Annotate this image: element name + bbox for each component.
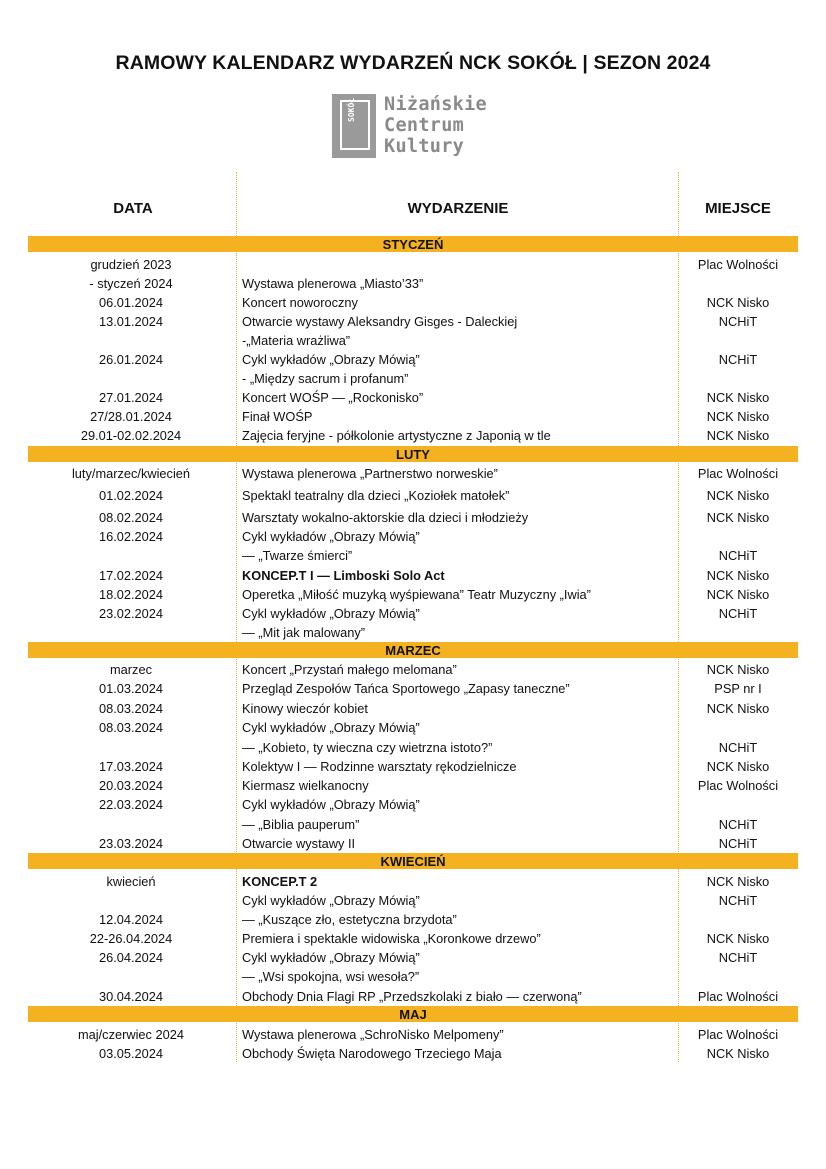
table-row [28, 891, 798, 910]
place-cell: NCK Nisko [706, 488, 770, 503]
event-cell: Operetka „Miłość muzyką wyśpiewana” Teatr Muzyczny „Iwia” [242, 587, 591, 602]
table-row [28, 255, 798, 274]
event-cell: Przegląd Zespołów Tańca Sportowego „Zapasy taneczne” [242, 681, 570, 696]
date-cell: 06.01.2024 [98, 295, 164, 310]
table-row [28, 508, 798, 527]
date-cell: 26.04.2024 [98, 950, 164, 965]
logo-mark-icon [332, 94, 376, 158]
table-row [28, 331, 798, 350]
event-cell: Cykl wykładów „Obrazy Mówią” [242, 352, 420, 367]
place-cell: Plac Wolności [697, 778, 779, 793]
date-cell: grudzień 2023 [90, 257, 172, 272]
month-band-maj: MAJ [28, 1006, 798, 1022]
table-row [28, 388, 798, 407]
date-cell: 30.04.2024 [98, 989, 164, 1004]
date-cell: maj/czerwiec 2024 [78, 1027, 184, 1042]
event-cell: — „Wsi spokojna, wsi wesoła?” [242, 969, 420, 984]
event-cell: — „Kobieto, ty wieczna czy wietrzna istoto?” [242, 740, 493, 755]
table-row [28, 527, 798, 546]
logo-vertical-text: SOKÓŁ [347, 97, 356, 122]
logo-wordmark [384, 94, 487, 157]
place-cell: NCK Nisko [706, 759, 770, 774]
place-cell: Plac Wolności [697, 1027, 779, 1042]
date-cell: 20.03.2024 [98, 778, 164, 793]
logo-line-1: Niżańskie [384, 94, 487, 115]
place-cell: NCHiT [718, 950, 758, 965]
event-cell: Koncert noworoczny [242, 295, 358, 310]
table-row [28, 369, 798, 388]
place-cell: NCK Nisko [706, 874, 770, 889]
event-cell: Finał WOŚP [242, 409, 313, 424]
date-cell: - styczeń 2024 [89, 276, 173, 291]
date-cell: 08.03.2024 [98, 701, 164, 716]
table-row [28, 679, 798, 698]
table-row [28, 757, 798, 776]
table-row [28, 566, 798, 585]
event-cell: Obchody Dnia Flagi RP „Przedszkolaki z biało — czerwoną” [242, 989, 582, 1004]
event-cell: Koncert „Przystań małego melomana” [242, 662, 457, 677]
date-cell: 23.02.2024 [98, 606, 164, 621]
date-cell: 01.03.2024 [98, 681, 164, 696]
date-cell: 08.02.2024 [98, 510, 164, 525]
table-row [28, 1025, 798, 1044]
event-cell: — „Mit jak malowany” [242, 625, 366, 640]
place-cell: NCK Nisko [706, 568, 770, 583]
table-row [28, 274, 798, 293]
table-row [28, 464, 798, 483]
place-cell: NCK Nisko [706, 390, 770, 405]
table-row [28, 834, 798, 853]
table-row [28, 546, 798, 565]
table-row [28, 350, 798, 369]
date-cell: 08.03.2024 [98, 720, 164, 735]
table-row [28, 604, 798, 623]
event-cell: Otwarcie wystawy Aleksandry Gisges - Daleckiej [242, 314, 518, 329]
table-row [28, 293, 798, 312]
event-cell: Warsztaty wokalno-aktorskie dla dzieci i młodzieży [242, 510, 529, 525]
table-row [28, 407, 798, 426]
table-row [28, 910, 798, 929]
event-cell: Wystawa plenerowa „Miasto’33” [242, 276, 424, 291]
date-cell: 01.02.2024 [98, 488, 164, 503]
table-row [28, 929, 798, 948]
place-cell: PSP nr I [714, 681, 762, 696]
place-cell: NCK Nisko [706, 295, 770, 310]
date-cell: 12.04.2024 [98, 912, 164, 927]
date-cell: 22-26.04.2024 [89, 931, 173, 946]
month-band-styczen: STYCZEŃ [28, 236, 798, 252]
event-cell: Cykl wykładów „Obrazy Mówią” [242, 606, 420, 621]
date-cell: 26.01.2024 [98, 352, 164, 367]
month-band-luty: LUTY [28, 446, 798, 462]
event-cell: Cykl wykładów „Obrazy Mówią” [242, 529, 420, 544]
month-band-kwiecien: KWIECIEŃ [28, 853, 798, 869]
table-row [28, 623, 798, 642]
table-row [28, 699, 798, 718]
place-cell: NCHiT [718, 314, 758, 329]
date-cell: luty/marzec/kwiecień [71, 466, 191, 481]
table-row [28, 486, 798, 505]
event-cell: Cykl wykładów „Obrazy Mówią” [242, 893, 420, 908]
event-cell: Cykl wykładów „Obrazy Mówią” [242, 720, 420, 735]
place-cell: NCHiT [718, 740, 758, 755]
table-row [28, 815, 798, 834]
event-cell: KONCEP.T I — Limboski Solo Act [242, 568, 445, 583]
date-cell: 23.03.2024 [98, 836, 164, 851]
date-cell: 29.01-02.02.2024 [80, 428, 182, 443]
table-row [28, 426, 798, 445]
place-cell: NCHiT [718, 606, 758, 621]
date-cell: 16.02.2024 [98, 529, 164, 544]
place-cell: NCK Nisko [706, 701, 770, 716]
event-cell: Zajęcia feryjne - półkolonie artystyczne z Japonią w tle [242, 428, 551, 443]
table-row [28, 776, 798, 795]
table-row [28, 1044, 798, 1063]
event-cell: KONCEP.T 2 [242, 874, 318, 889]
logo-line-2: Centrum [384, 115, 465, 136]
date-cell: 17.03.2024 [98, 759, 164, 774]
event-cell: Kolektyw I — Rodzinne warsztaty rękodzielnicze [242, 759, 517, 774]
event-cell: Kiermasz wielkanocny [242, 778, 369, 793]
event-cell: Kinowy wieczór kobiet [242, 701, 368, 716]
place-cell: Plac Wolności [697, 257, 779, 272]
table-row [28, 967, 798, 986]
table-row [28, 312, 798, 331]
table-row [28, 987, 798, 1006]
date-cell: 22.03.2024 [98, 797, 164, 812]
date-cell: 13.01.2024 [98, 314, 164, 329]
event-cell: Spektakl teatralny dla dzieci „Koziołek matołek” [242, 488, 510, 503]
table-row [28, 948, 798, 967]
place-cell: NCHiT [718, 817, 758, 832]
table-row [28, 872, 798, 891]
place-cell: NCHiT [718, 893, 758, 908]
place-cell: NCK Nisko [706, 409, 770, 424]
event-cell: — „Kuszące zło, estetyczna brzydota” [242, 912, 457, 927]
date-cell: kwiecień [106, 874, 156, 889]
place-cell: NCHiT [718, 548, 758, 563]
event-cell: Wystawa plenerowa „SchroNisko Melpomeny” [242, 1027, 504, 1042]
date-cell: 27/28.01.2024 [90, 409, 172, 424]
place-cell: NCK Nisko [706, 428, 770, 443]
place-cell: NCK Nisko [706, 931, 770, 946]
place-cell: NCK Nisko [706, 510, 770, 525]
event-cell: Premiera i spektakle widowiska „Koronkowe drzewo” [242, 931, 541, 946]
table-row [28, 738, 798, 757]
date-cell: 27.01.2024 [98, 390, 164, 405]
date-cell: 03.05.2024 [98, 1046, 164, 1061]
event-cell: - „Między sacrum i profanum” [242, 371, 409, 386]
place-cell: NCK Nisko [706, 587, 770, 602]
event-cell: — „Biblia pauperum” [242, 817, 360, 832]
page-title: RAMOWY KALENDARZ WYDARZEŃ NCK SOKÓŁ | SEZON 2024 [115, 52, 711, 74]
header-place: MIEJSCE [705, 200, 771, 217]
event-cell: Obchody Święta Narodowego Trzeciego Maja [242, 1046, 502, 1061]
event-cell: Wystawa plenerowa „Partnerstwo norweskie” [242, 466, 498, 481]
month-band-marzec: MARZEC [28, 642, 798, 658]
table-row [28, 718, 798, 737]
event-cell: Cykl wykładów „Obrazy Mówią” [242, 797, 420, 812]
place-cell: NCHiT [718, 836, 758, 851]
header-data: DATA [113, 200, 153, 217]
place-cell: NCHiT [718, 352, 758, 367]
date-cell: 18.02.2024 [98, 587, 164, 602]
event-cell: Koncert WOŚP — „Rockonisko” [242, 390, 424, 405]
place-cell: NCK Nisko [706, 1046, 770, 1061]
header-event: WYDARZENIE [407, 200, 509, 217]
date-cell: 17.02.2024 [98, 568, 164, 583]
nck-logo [332, 94, 496, 158]
table-row [28, 795, 798, 814]
date-cell: marzec [110, 662, 152, 677]
table-row [28, 660, 798, 679]
place-cell: Plac Wolności [697, 989, 779, 1004]
event-cell: — „Twarze śmierci” [242, 548, 353, 563]
event-cell: Cykl wykładów „Obrazy Mówią” [242, 950, 420, 965]
table-row [28, 585, 798, 604]
place-cell: Plac Wolności [697, 466, 779, 481]
event-cell: -„Materia wrażliwa” [242, 333, 351, 348]
place-cell: NCK Nisko [706, 662, 770, 677]
logo-line-3: Kultury [384, 136, 465, 157]
event-cell: Otwarcie wystawy II [242, 836, 356, 851]
